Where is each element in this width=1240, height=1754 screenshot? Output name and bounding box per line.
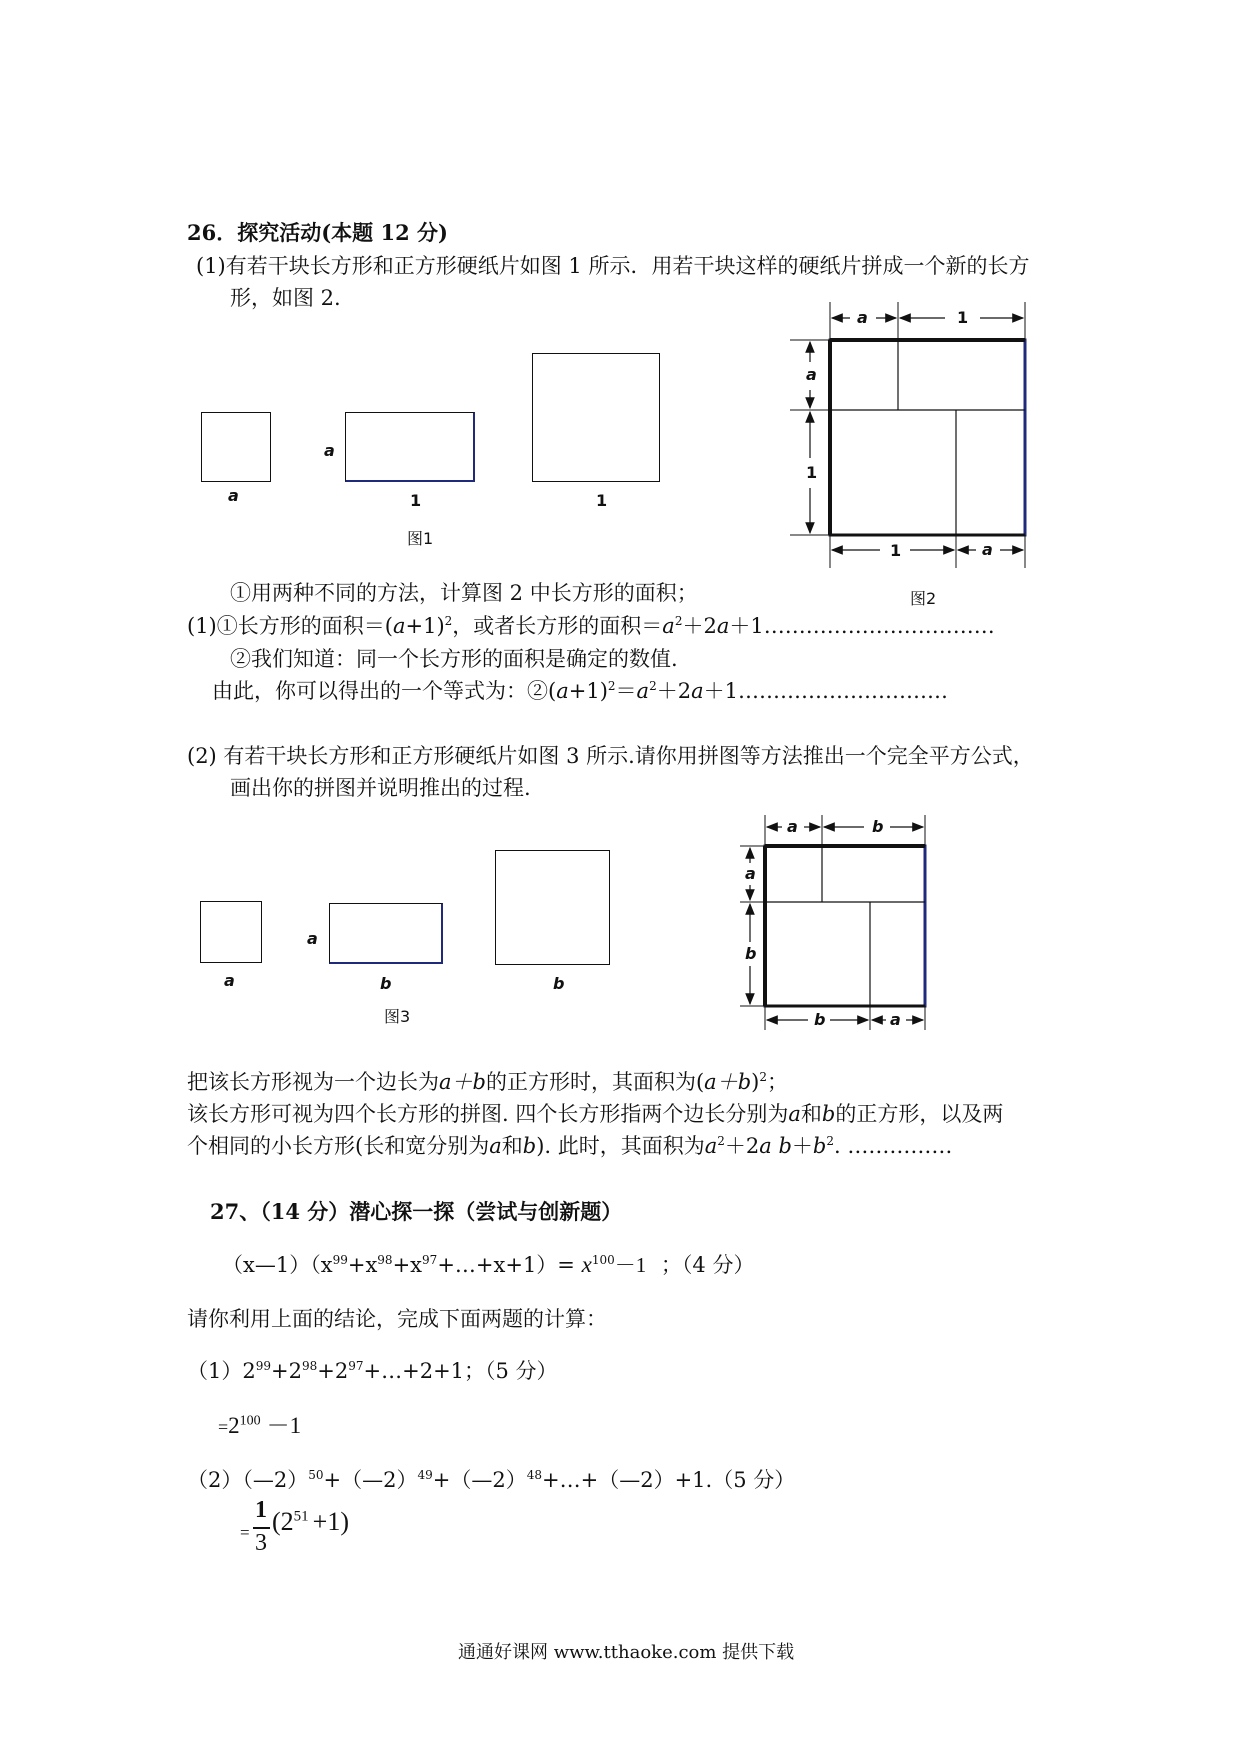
q26-answer-2: 由此，你可以得出的一个等式为：$②(a+1)^2=a^2+2a+1\dots\dots\dots\dots\dots\dots\dots\dots\dots\dots$ [212,679,948,703]
q26-question-2: ②我们知道：同一个长方形的面积是确定的数值. [230,647,678,671]
fig1-label-1-rect: 1 [410,491,422,510]
q27-subquestion-1: $(1)2^{99}+2^{98}+2^{97}+\dots+2+1$；（5 分） [187,1359,558,1383]
q26-part2-line2: 画出你的拼图并说明推出的过程. [230,776,531,800]
fig4-top-b: b [872,817,884,836]
fig2-caption: 图2 [910,589,937,608]
q26-part1-line2: 形，如图 2. [230,286,341,310]
q27-instruction: 请你利用上面的结论，完成下面两题的计算： [187,1307,607,1331]
fig3-label-a-bottom: a [224,971,235,990]
page-footer: 通通好课网 www.tthaoke.com 提供下载 [458,1642,795,1663]
fig3-label-b-rect: b [380,974,392,993]
fig4-bottom-a: a [890,1010,901,1029]
fig2-bottom-a: a [982,540,993,559]
fig3-label-b-square: b [553,974,565,993]
fig3-label-a-side: a [307,929,318,948]
q27-answer-2-eq: = [240,1523,250,1542]
fig3-caption: 图3 [384,1007,411,1026]
q27-answer-2-fraction-bar [253,1527,270,1529]
q27-subquestion-2: （2）（—2）$^{50}$+（—2）$^{49}$+（—2）$^{48}$+…+（—2）+1.（5 分） [187,1468,796,1492]
q27-answer-2-denominator: 3 [255,1530,267,1556]
q27-answer-2-numerator: 1 [255,1497,267,1523]
q26-question-1: ①用两种不同的方法，计算图 2 中长方形的面积； [230,581,698,605]
fig4-left-a: a [745,864,756,883]
fig1-label-a-side: a [324,441,335,460]
fig2-left-a: a [806,365,817,384]
q27-formula: $(x—1)(x^{99}+x^{98}+x^{97}+\dots+x+1)= x^{100}-1$ ；（4 分） [222,1252,755,1277]
q26-part1-line1: (1)有若干块长方形和正方形硬纸片如图 1 所示．用若干块这样的硬纸片拼成一个新的长方 [196,254,1030,278]
q27-answer-2-expression: $(2^{51} +1)$ [272,1507,349,1536]
q27-answer-1: $=2^{100} -1$ [218,1413,302,1438]
q27-title: 27、（14 分）潜心探一探（尝试与创新题） [210,1199,623,1224]
q26-part2-line1: (2) 有若干块长方形和正方形硬纸片如图 3 所示.请你用拼图等方法推出一个完全平方公式， [187,744,1034,768]
fig2-top-a: a [857,308,868,327]
q26-explanation-2: 该长方形可视为四个长方形的拼图. 四个长方形指两个边长分别为a和b的正方形，以及两 [187,1102,1004,1126]
q26-answer-1: (1)①长方形的面积$=(a+1)^2$，或者长方形的面积$=a^2+2a+1\dots\dots\dots\dots\dots\dots\dots\dots\dots\dots\dots$ [187,614,995,638]
fig2-top-1: 1 [957,308,969,327]
fig4-bottom-b: b [814,1010,826,1029]
fig1-caption: 图1 [407,529,434,548]
q26-title: 26．探究活动(本题 12 分) [187,220,448,245]
q26-explanation-3: 个相同的小长方形(长和宽分别为a和b). 此时，其面积为$a^2+2a$ $b+b^2$. …………… [187,1134,953,1158]
fig1-label-1-square: 1 [596,491,608,510]
fig2-left-1: 1 [806,463,818,482]
fig4-top-a: a [787,817,798,836]
q26-explanation-1: 把该长方形视为一个边长为a＋b的正方形时，其面积为$(a+b)^2$； [187,1070,788,1094]
fig1-label-a-bottom: a [228,486,239,505]
fig4-left-b: b [745,944,757,963]
fig2-bottom-1: 1 [890,541,902,560]
